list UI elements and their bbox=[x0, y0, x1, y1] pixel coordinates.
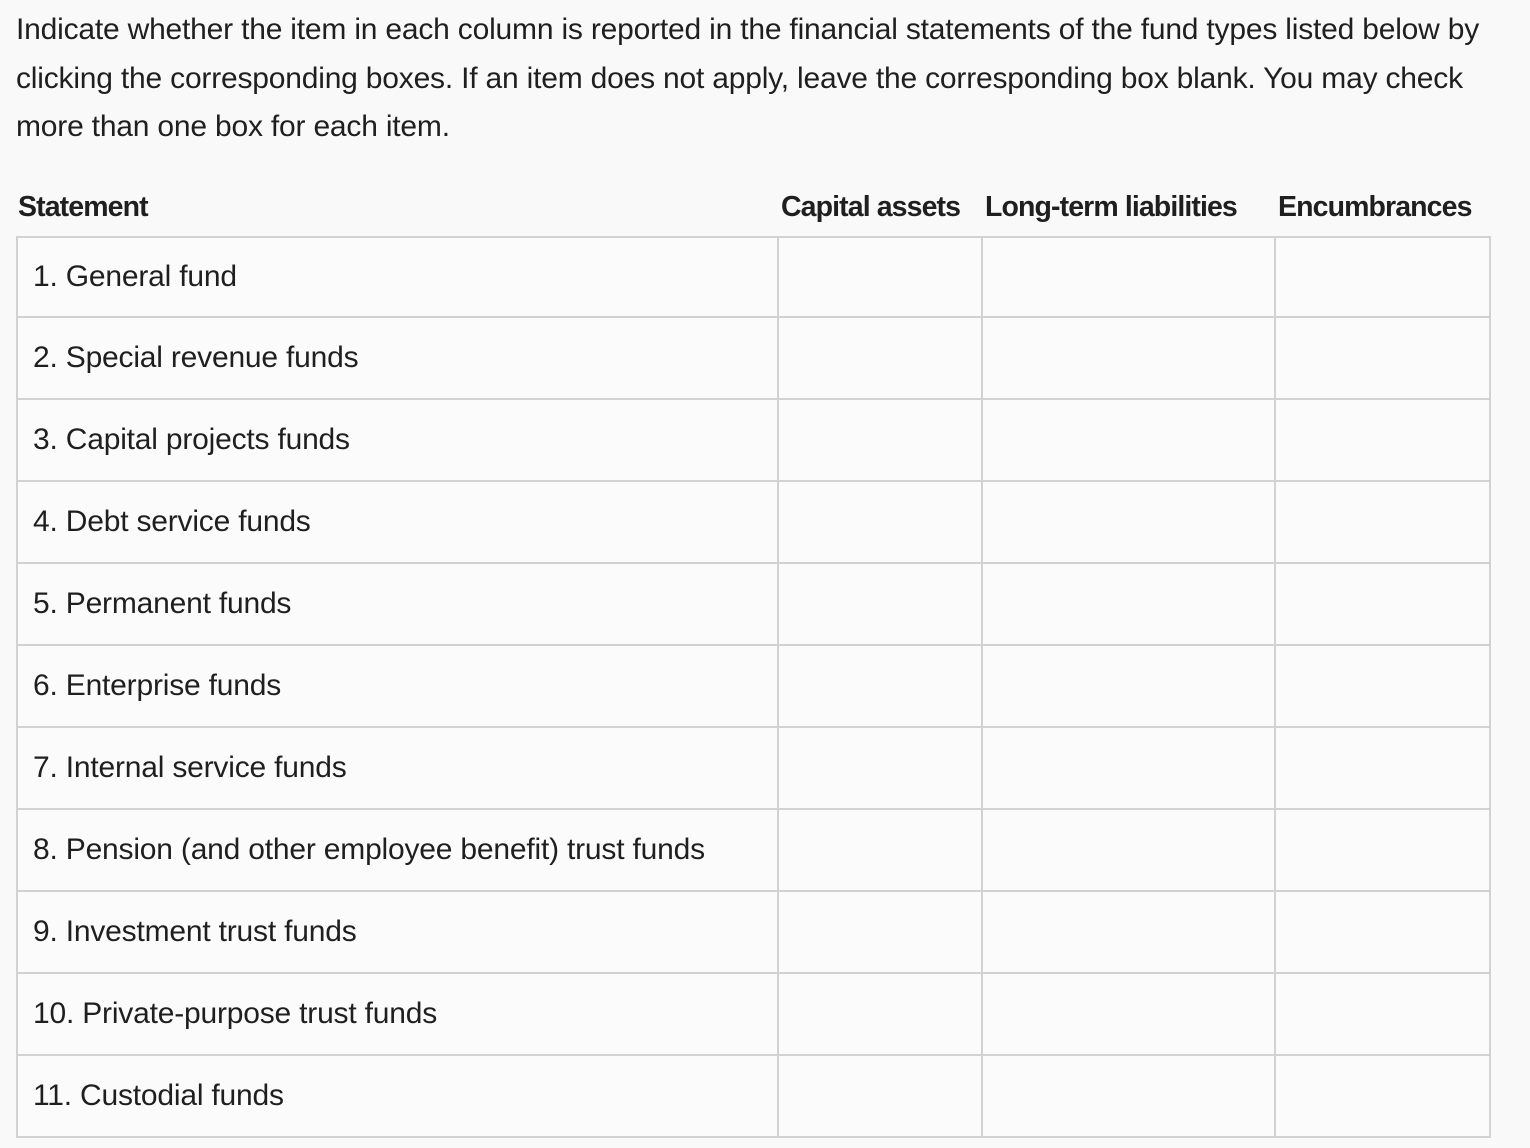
header-long-term-liabilities: Long-term liabilities bbox=[985, 190, 1237, 223]
checkbox-cell-long-term-liabilities[interactable] bbox=[983, 564, 1276, 646]
checkbox-cell-long-term-liabilities[interactable] bbox=[983, 892, 1276, 974]
checkbox-cell-long-term-liabilities[interactable] bbox=[983, 318, 1276, 400]
fund-row-label: 9. Investment trust funds bbox=[16, 892, 779, 974]
checkbox-cell-encumbrances[interactable] bbox=[1276, 1056, 1491, 1138]
fund-row-label: 3. Capital projects funds bbox=[16, 400, 779, 482]
checkbox-cell-encumbrances[interactable] bbox=[1276, 482, 1491, 564]
checkbox-cell-long-term-liabilities[interactable] bbox=[983, 810, 1276, 892]
checkbox-cell-capital-assets[interactable] bbox=[779, 236, 983, 318]
checkbox-cell-encumbrances[interactable] bbox=[1276, 892, 1491, 974]
checkbox-cell-encumbrances[interactable] bbox=[1276, 400, 1491, 482]
fund-row-label: 7. Internal service funds bbox=[16, 728, 779, 810]
checkbox-cell-capital-assets[interactable] bbox=[779, 400, 983, 482]
checkbox-cell-encumbrances[interactable] bbox=[1276, 728, 1491, 810]
fund-row-label: 5. Permanent funds bbox=[16, 564, 779, 646]
fund-row-label: 1. General fund bbox=[16, 236, 779, 318]
checkbox-cell-long-term-liabilities[interactable] bbox=[983, 974, 1276, 1056]
header-statement: Statement bbox=[18, 190, 148, 223]
checkbox-cell-long-term-liabilities[interactable] bbox=[983, 236, 1276, 318]
checkbox-cell-capital-assets[interactable] bbox=[779, 1056, 983, 1138]
fund-row-label: 8. Pension (and other employee benefit) trust funds bbox=[16, 810, 779, 892]
fund-row-label: 2. Special revenue funds bbox=[16, 318, 779, 400]
checkbox-cell-long-term-liabilities[interactable] bbox=[983, 400, 1276, 482]
checkbox-cell-capital-assets[interactable] bbox=[779, 728, 983, 810]
checkbox-cell-long-term-liabilities[interactable] bbox=[983, 1056, 1276, 1138]
checkbox-cell-capital-assets[interactable] bbox=[779, 810, 983, 892]
header-capital-assets: Capital assets bbox=[781, 190, 961, 223]
checkbox-cell-capital-assets[interactable] bbox=[779, 974, 983, 1056]
checkbox-cell-long-term-liabilities[interactable] bbox=[983, 646, 1276, 728]
checkbox-cell-encumbrances[interactable] bbox=[1276, 564, 1491, 646]
checkbox-cell-long-term-liabilities[interactable] bbox=[983, 728, 1276, 810]
header-encumbrances: Encumbrances bbox=[1278, 190, 1472, 223]
checkbox-cell-capital-assets[interactable] bbox=[779, 646, 983, 728]
fund-statement-table bbox=[16, 184, 1491, 1138]
fund-row-label: 6. Enterprise funds bbox=[16, 646, 779, 728]
checkbox-cell-encumbrances[interactable] bbox=[1276, 318, 1491, 400]
checkbox-cell-encumbrances[interactable] bbox=[1276, 236, 1491, 318]
checkbox-cell-capital-assets[interactable] bbox=[779, 482, 983, 564]
checkbox-cell-encumbrances[interactable] bbox=[1276, 646, 1491, 728]
checkbox-cell-capital-assets[interactable] bbox=[779, 564, 983, 646]
fund-row-label: 10. Private-purpose trust funds bbox=[16, 974, 779, 1056]
fund-row-label: 4. Debt service funds bbox=[16, 482, 779, 564]
fund-row-label: 11. Custodial funds bbox=[16, 1056, 779, 1138]
checkbox-cell-encumbrances[interactable] bbox=[1276, 974, 1491, 1056]
checkbox-cell-capital-assets[interactable] bbox=[779, 892, 983, 974]
checkbox-cell-long-term-liabilities[interactable] bbox=[983, 482, 1276, 564]
checkbox-cell-encumbrances[interactable] bbox=[1276, 810, 1491, 892]
instructions-text: Indicate whether the item in each column is reported in the financial statements of the fund types listed below by clicking the corresponding boxes. If an item does not apply, leave the corresponding box blank. You may check more than one box for each item. bbox=[16, 13, 1480, 143]
checkbox-cell-capital-assets[interactable] bbox=[779, 318, 983, 400]
